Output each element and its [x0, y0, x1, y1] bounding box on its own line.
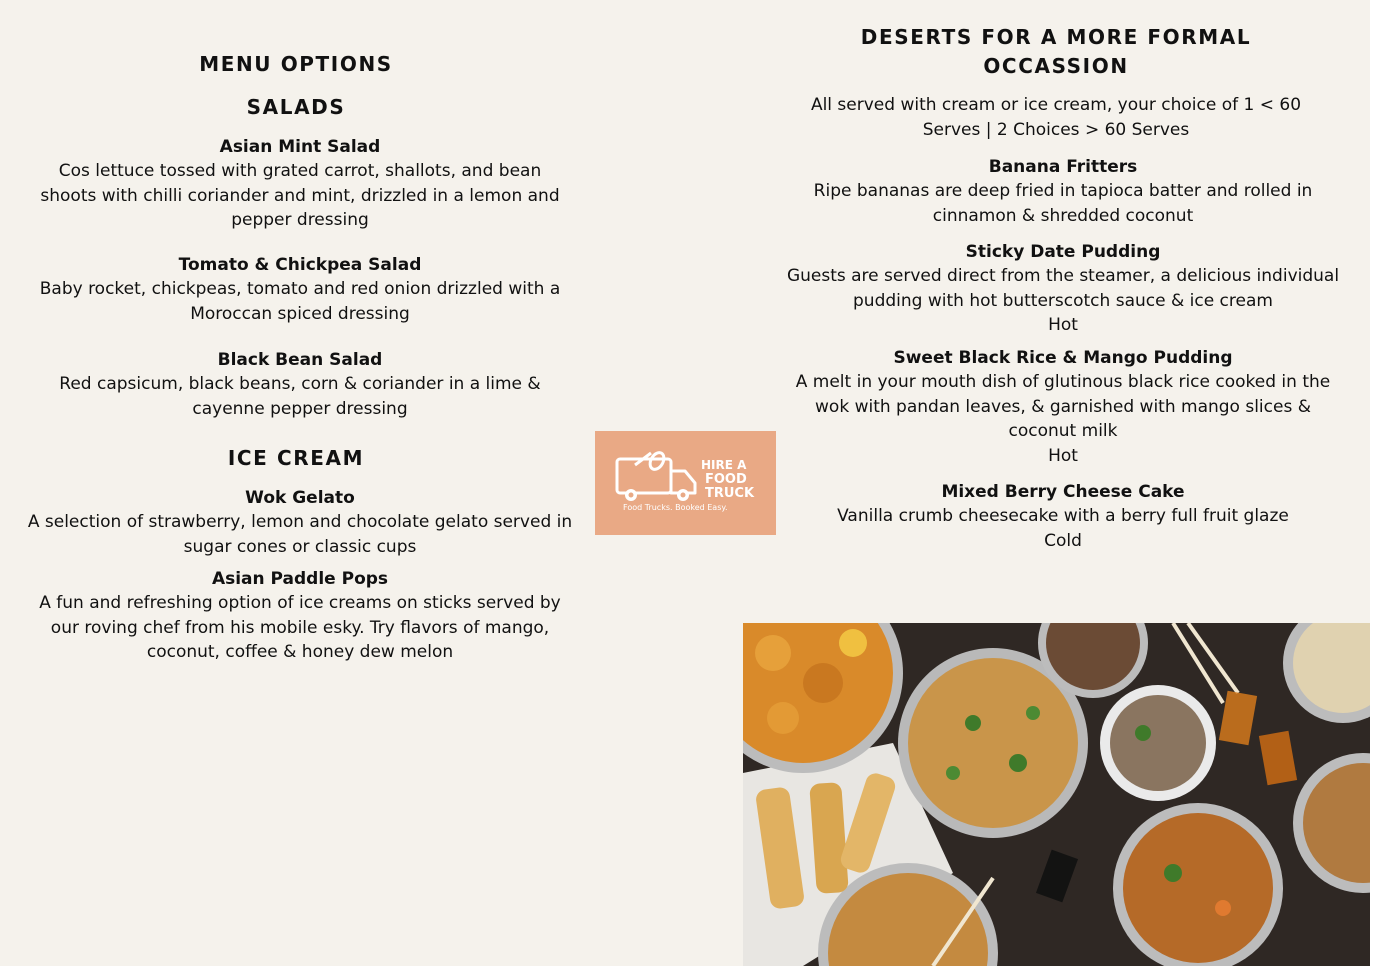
page-edge [1370, 0, 1374, 966]
menu-item-sweet-black-rice-mango-pudding [780, 346, 1346, 468]
item-description: Red capsicum, black beans, corn & coriander in a lime & cayenne pepper dressing [59, 374, 541, 419]
menu-options-title: MENU OPTIONS [199, 52, 393, 76]
item-serving-note: Hot [1048, 445, 1078, 466]
menu-item-banana-fritters [780, 155, 1346, 228]
menu-item-sticky-date-pudding [780, 240, 1346, 338]
food-photo [743, 623, 1370, 966]
menu-item-wok-gelato [20, 486, 580, 559]
svg-text:HIRE A: HIRE A [701, 458, 747, 472]
menu-item-asian-mint-salad [20, 135, 580, 233]
item-description: A fun and refreshing option of ice creams on sticks served by our roving chef from his mobile esky. Try flavors of mango, coconut, coffee & honey dew melon [39, 593, 561, 662]
salads-title: SALADS [246, 95, 346, 119]
food-photo-illustration [743, 623, 1370, 966]
item-description: A melt in your mouth dish of glutinous black rice cooked in the wok with pandan leaves, & garnished with mango slices & coconut milk [795, 372, 1331, 441]
item-serving-note: Hot [1048, 315, 1078, 335]
hire-a-food-truck-logo [595, 431, 776, 535]
item-description: Guests are served direct from the steamer, a delicious individual pudding with hot butterscotch sauce & ice cream [786, 266, 1340, 311]
desserts-title-line1: DESERTS FOR A MORE FORMAL [860, 25, 1252, 49]
item-description: A selection of strawberry, lemon and chocolate gelato served in sugar cones or classic cups [27, 512, 573, 557]
item-name: Banana Fritters [988, 157, 1138, 177]
desserts-title [780, 23, 1332, 81]
desserts-title-line2: OCCASSION [983, 54, 1129, 78]
item-description: Baby rocket, chickpeas, tomato and red onion drizzled with a Moroccan spiced dressing [39, 279, 561, 324]
item-serving-note: Cold [1044, 530, 1082, 551]
svg-text:TRUCK: TRUCK [705, 486, 755, 501]
item-name: Wok Gelato [245, 488, 355, 508]
desserts-intro: All served with cream or ice cream, your choice of 1 < 60 Serves | 2 Choices > 60 Serves [810, 95, 1302, 140]
svg-text:FOOD: FOOD [705, 472, 747, 487]
item-description: Vanilla crumb cheesecake with a berry full fruit glaze [837, 506, 1289, 526]
item-description: Ripe bananas are deep fried in tapioca batter and rolled in cinnamon & shredded coconut [813, 181, 1313, 226]
item-description: Cos lettuce tossed with grated carrot, shallots, and bean shoots with chilli coriander and mint, drizzled in a lemon and pepper dressing [40, 161, 560, 230]
item-name: Black Bean Salad [217, 350, 383, 370]
menu-item-black-bean-salad [20, 348, 580, 421]
item-name: Asian Mint Salad [219, 137, 381, 157]
svg-text:Food Trucks. Booked Easy.: Food Trucks. Booked Easy. [623, 503, 728, 512]
item-name: Mixed Berry Cheese Cake [941, 482, 1185, 502]
menu-item-tomato-chickpea-salad [20, 253, 580, 326]
item-name: Tomato & Chickpea Salad [178, 255, 422, 275]
menu-item-mixed-berry-cheese-cake [780, 480, 1346, 553]
item-name: Asian Paddle Pops [211, 569, 389, 589]
ice-cream-title: ICE CREAM [227, 446, 365, 470]
item-name: Sweet Black Rice & Mango Pudding [893, 348, 1233, 368]
food-truck-icon [595, 431, 776, 535]
item-name: Sticky Date Pudding [965, 242, 1161, 262]
menu-item-asian-paddle-pops [20, 567, 580, 665]
